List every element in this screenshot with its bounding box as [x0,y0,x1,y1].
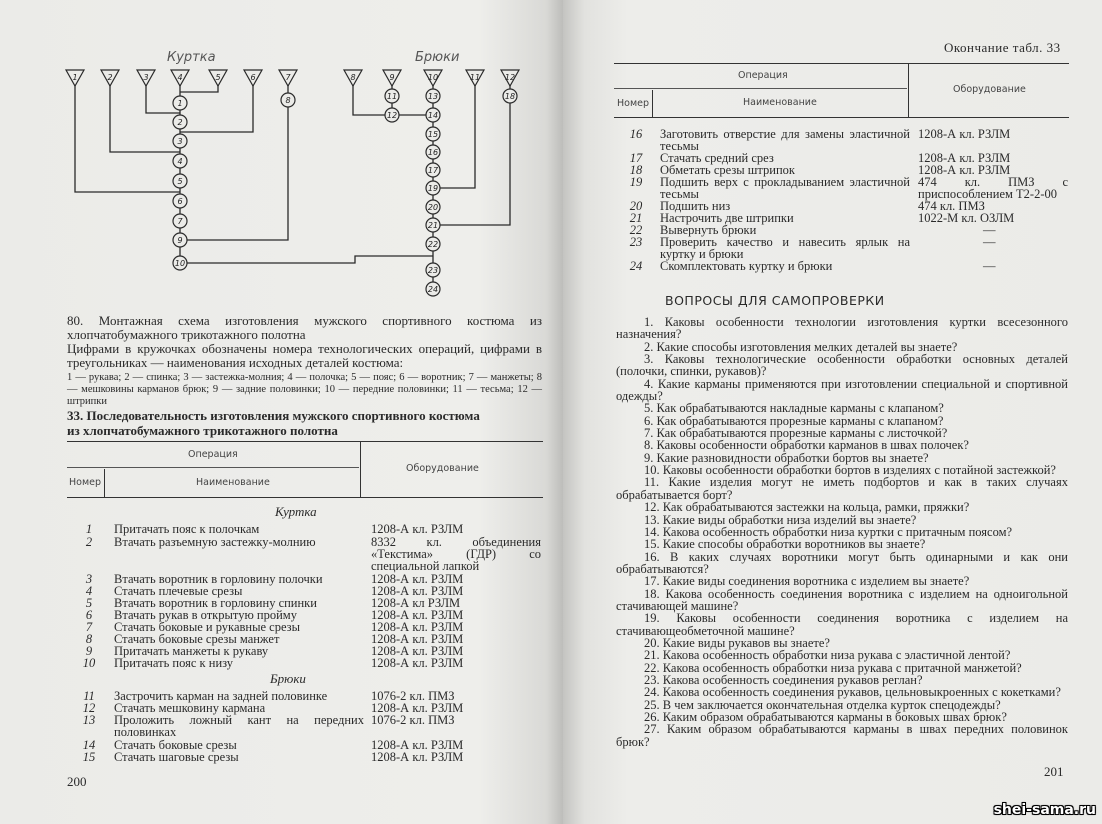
svg-text:24: 24 [427,285,439,294]
header-number: Номер [69,477,101,488]
svg-text:15: 15 [427,130,439,139]
svg-text:3: 3 [177,137,183,146]
header-name-right: Наименование [743,97,817,108]
question-item: 17. Какие виды соединения воротника с изделием вы знаете? [644,574,970,589]
question-item: 19. Каковы особенности соединения воротника с изделием на стачивающеобметочной машине? [616,611,1068,638]
svg-text:7: 7 [285,73,291,82]
question-item: 3. Каковы технологические особенности обработки основных деталей (полочки, спинки, рукавов)? [616,352,1068,379]
svg-text:19: 19 [427,184,439,193]
page-number-right: 201 [1044,764,1064,779]
svg-text:4: 4 [177,73,183,82]
question-item: 21. Какова особенность обработки низа рукава с эластичной лентой? [644,648,1011,663]
table-rule-mid-right [614,88,907,89]
left-page: Куртка Брюки 1 2 3 4 5 6 7 8 9 10 11 12 1 2 3 4 5 6 7 9 10 8 11 12 13 14 15 16 17 19 20 21 22 23 24 18 80. Монтажная схема изготовления мужского спортивного костюма из хлопчатобумажного трикотажного полотна Цифрами в кружочках обозначены номера технологических операций, цифрами в треугольниках — наименования исходных деталей костюма: 1 — рукава; 2 — спинка; 3 — застежка-молния; 4 — полочка; 5 — пояс; 6 — воротник; 7 — манжеты; 8 — мешковины карманов брюк; 9 — задние половинки; 10 — передние половинки; 11 — тесьма; 12 — штрипки 33. Последовательность изготовления мужского спортивного костюма из хлопчатобумажного трикотажного полотна Операция Номер Наименование Оборудование Куртка 1 Притачать пояс к полочкам 1208-А кл. РЗЛМ 2 Втачать разъемную застежку-молнию 8332 кл. объединения «Текстима» (ГДР) со специальной лапкой 3 Втачать воротник в горловину полочки 1208-А кл. РЗЛМ 4 Стачать плечевые срезы 1208-А кл. РЗЛМ 5 Втачать воротник в горловину спинки 1208-А кл РЗЛМ 6 Втачать рукав в открытую пройму 1208-А кл. РЗЛМ 7 Стачать боковые и рукавные срезы 1208-А кл. РЗЛМ 8 Стачать боковые срезы манжет 1208-А кл. РЗЛМ 9 Притачать манжеты к рукаву 1208-А кл. РЗЛМ 10 Притачать пояс к низу 1208-А кл. РЗЛМ Брюки 11 Застрочить карман на задней половинке 1076-2 кл. ПМЗ 12 Стачать мешковину кармана 1208-А кл. РЗЛМ 13 Проложить ложный кант на передних половинках 1076-2 кл. ПМЗ 14 Стачать боковые срезы 1208-А кл. РЗЛМ 15 Стачать шаговые срезы 1208-А кл. РЗЛМ 200 [0,0,563,824]
table-divider-equipment-right [908,63,909,117]
header-operation-right: Операция [738,70,788,81]
svg-text:9: 9 [389,73,395,82]
diagram-label-jacket: Куртка [167,50,216,65]
question-item: 24. Какова особенность соединения рукавов, цельновыкроенных с кокетками? [644,685,1061,700]
question-item: 6. Как обрабатываются прорезные карманы с клапаном? [644,413,944,428]
svg-text:21: 21 [427,221,439,230]
question-item: 8. Каковы особенности обработки карманов в швах полочек? [644,438,969,453]
figure-title: 80. Монтажная схема изготовления мужского спортивного костюма из хлопчатобумажного трикотажного полотна [67,313,542,342]
table-divider-equipment [360,441,361,497]
svg-text:10: 10 [174,259,186,268]
figure-description: Цифрами в кружочках обозначены номера технологических операций, цифрами в треугольниках — наименования исходных деталей костюма: [67,341,542,370]
watermark: shei-sama.ru [993,802,1096,818]
svg-text:17: 17 [427,166,439,175]
question-item: 13. Какие виды обработки низа изделий вы знаете? [644,512,917,527]
question-item: 25. В чем заключается окончательная отделка курток спецодежды? [644,697,1001,712]
svg-text:6: 6 [177,197,183,206]
figure-legend: 1 — рукава; 2 — спинка; 3 — застежка-молния; 4 — полочка; 5 — пояс; 6 — воротник; 7 — манжеты; 8 — мешковины карманов брюк; 9 — задние половинки; 10 — передние половинки; 11 — тесьма; 12 — штрипки [67,372,542,407]
question-item: 12. Как обрабатываются застежки на кольца, рамки, пряжки? [644,500,970,515]
table-divider-number [104,469,105,497]
svg-text:3: 3 [143,73,149,82]
svg-text:14: 14 [427,111,439,120]
svg-text:5: 5 [215,73,221,82]
svg-text:8: 8 [350,73,356,82]
assembly-diagram-svg [55,48,535,303]
question-item: 16. В каких случаях воротники могут быть одинарными и как они обрабатываются? [616,549,1068,576]
svg-text:9: 9 [177,236,183,245]
svg-text:18: 18 [504,92,516,101]
table-rule-bottom-right [614,117,1069,118]
svg-text:11: 11 [469,73,481,82]
question-item: 9. Какие разновидности обработки бортов вы знаете? [644,450,929,465]
question-item: 1. Каковы особенности технологии изготовления куртки всесезонного назначения? [616,315,1068,342]
figure-caption [67,314,542,408]
question-item: 5. Как обрабатываются накладные карманы с клапаном? [644,401,944,416]
svg-text:23: 23 [427,266,439,275]
svg-text:8: 8 [285,96,291,105]
table-rule-bottom [67,497,543,498]
svg-text:10: 10 [427,73,439,82]
question-item: 2. Какие способы изготовления мелких деталей вы знаете? [644,339,958,354]
svg-text:1: 1 [72,73,78,82]
section-jacket: Куртка [275,504,317,519]
table-rule-top [67,441,543,442]
svg-text:5: 5 [177,177,183,186]
svg-text:11: 11 [386,92,398,101]
header-equipment-right: Оборудование [953,84,1026,95]
assembly-diagram [55,48,535,303]
question-item: 14. Какова особенность обработки низа куртки с притачным поясом? [644,524,1013,539]
svg-text:12: 12 [504,73,516,82]
question-item: 27. Каким образом обрабатываются карманы в швах передних половинок брюк? [616,722,1068,749]
running-head: Окончание табл. 33 [944,40,1061,55]
svg-text:2: 2 [107,73,113,82]
question-item: 20. Какие виды рукавов вы знаете? [644,635,830,650]
svg-text:2: 2 [177,118,183,127]
question-item: 4. Какие карманы применяются при изготовлении специальной и спортивной одежды? [616,376,1068,404]
question-item: 15. Какие способы обработки воротников вы знаете? [644,537,926,552]
question-item: 11. Какие изделия могут не иметь подбортов и как в таких случаях обрабатывается борт? [616,475,1068,502]
header-equipment: Оборудование [406,463,479,474]
header-operation: Операция [188,449,238,460]
section-trousers: Брюки [270,671,306,686]
svg-text:7: 7 [177,217,183,226]
header-number-right: Номер [617,98,649,109]
questions-heading: ВОПРОСЫ ДЛЯ САМОПРОВЕРКИ [665,293,885,308]
diagram-label-trousers: Брюки [415,50,460,65]
table-divider-number-right [652,90,653,117]
svg-text:13: 13 [427,92,439,101]
svg-text:22: 22 [427,240,439,249]
table-title: 33. Последовательность изготовления мужского спортивного костюма из хлопчатобумажного трикотажного полотна [67,408,480,438]
table-rule-top-right [614,63,1069,64]
questions-list [616,316,1068,748]
question-item: 7. Как обрабатываются прорезные карманы с листочкой? [644,426,948,441]
page-number-left: 200 [67,774,87,789]
svg-text:20: 20 [427,203,439,212]
svg-text:6: 6 [250,73,256,82]
table-rule-mid [67,467,359,468]
question-item: 18. Какова особенность соединения воротника с изделием на одноигольной стачивающей машине? [616,586,1068,613]
svg-text:4: 4 [177,157,183,166]
svg-text:12: 12 [386,111,398,120]
question-item: 23. Какова особенность соединения рукавов реглан? [644,672,923,687]
svg-text:16: 16 [427,148,439,157]
question-item: 10. Каковы особенности обработки бортов в изделиях с потайной застежкой? [644,463,1056,478]
question-item: 22. Какова особенность обработки низа рукава с притачной манжетой? [644,660,1022,675]
svg-text:1: 1 [177,99,183,108]
question-item: 26. Каким образом обрабатываются карманы в боковых швах брюк? [644,710,1007,724]
header-name: Наименование [196,477,270,488]
